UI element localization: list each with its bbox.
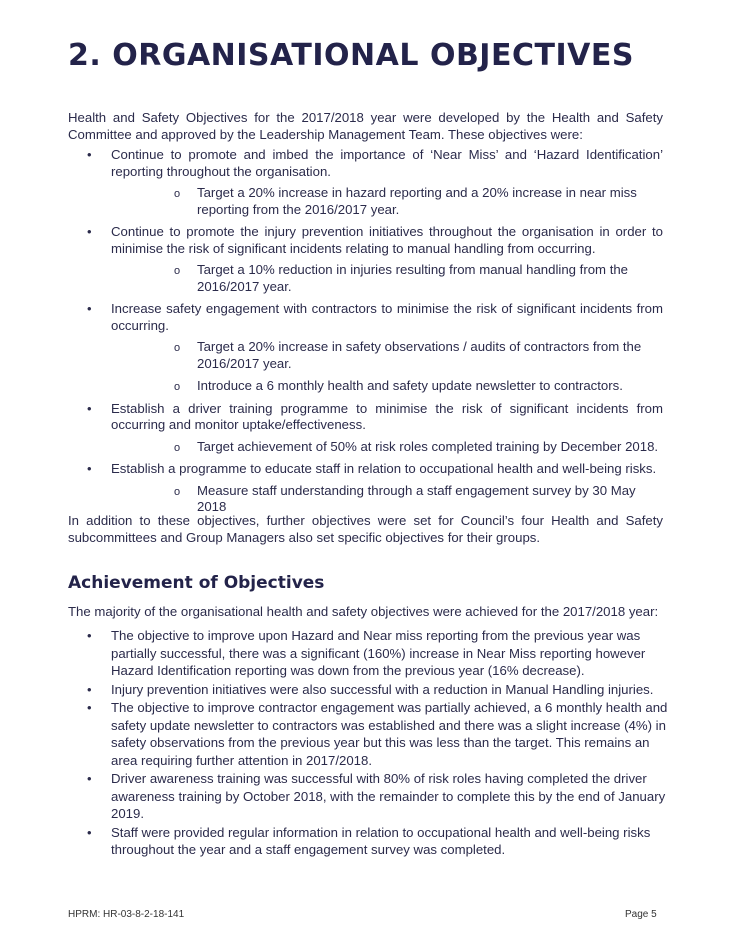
bullet-icon: • [87, 681, 92, 697]
page-number: Page 5 [625, 909, 657, 920]
objective-text: Establish a programme to educate staff in relation to occupational health and well-being risks. [111, 461, 657, 476]
sub-bullet-icon: o [174, 381, 181, 393]
closing-paragraph: In addition to these objectives, further objectives were set for Council’s four Health and Safety subcommittees and Group Managers also set specific objectives for their groups. [68, 513, 663, 545]
target-text: Target a 20% increase in safety observations / audits of contractors from the 2016/2017 year. [197, 339, 642, 371]
target-text: Target a 20% increase in hazard reporting and a 20% increase in near miss reporting from the 2016/2017 year. [197, 185, 637, 217]
achievement-text: The objective to improve upon Hazard and Near miss reporting from the previous year was partially successful, there was a significant (160%) increase in Near Miss reporting however Hazard Identification reporting was down from the previous year (16% decrease). [111, 628, 646, 678]
bullet-icon: • [87, 301, 92, 316]
achievement-item [68, 627, 668, 680]
target-text: Introduce a 6 monthly health and safety update newsletter to contractors. [197, 378, 623, 393]
bullet-icon: • [87, 771, 92, 786]
page-title: 2. ORGANISATIONAL OBJECTIVES [68, 38, 634, 73]
intro-paragraph: Health and Safety Objectives for the 2017/2018 year were developed by the Health and Safety Committee and approved by the Leadership Management Team. These objectives were: [68, 110, 663, 142]
target-text: Target achievement of 50% at risk roles completed training by December 2018. [197, 438, 659, 454]
target-text: Target a 10% reduction in injuries resulting from manual handling from the 2016/2017 year. [197, 262, 629, 294]
objective-item [68, 301, 663, 395]
achievement-item [68, 681, 668, 699]
target-item [111, 339, 663, 372]
bullet-icon: • [87, 700, 92, 715]
sub-bullet-icon: o [174, 485, 181, 498]
target-text: Measure staff understanding through a staff engagement survey by 30 May 2018 [197, 482, 636, 514]
sub-bullet-icon: o [174, 188, 181, 200]
sub-bullet-icon: o [174, 441, 181, 454]
bullet-icon: • [87, 400, 92, 416]
objective-item [68, 461, 663, 516]
achievement-item [68, 770, 668, 823]
document-reference: HPRM: HR-03-8-2-18-141 [68, 909, 185, 920]
sub-bullet-icon: o [174, 342, 181, 354]
objective-item [68, 401, 663, 456]
achievement-list [68, 627, 668, 860]
bullet-icon: • [87, 461, 92, 476]
bullet-icon: • [87, 147, 92, 162]
target-item [111, 439, 663, 456]
objective-text: Continue to promote and imbed the importance of ‘Near Miss’ and ‘Hazard Identification’ reporting throughout the organisation. [111, 147, 663, 179]
achievement-heading: Achievement of Objectives [68, 573, 325, 593]
target-item [111, 185, 663, 218]
achievement-item [68, 824, 668, 859]
achievement-text: Driver awareness training was successful with 80% of risk roles having completed the driver awareness training by October 2018, with the remainder to complete this by the end of January 2019. [111, 771, 666, 821]
objectives-list [68, 147, 663, 522]
sub-bullet-icon: o [174, 265, 181, 277]
achievement-item [68, 699, 668, 769]
target-item [111, 378, 663, 395]
objective-item [68, 224, 663, 295]
achievement-intro: The majority of the organisational health and safety objectives were achieved for the 2017/2018 year: [68, 604, 659, 619]
achievement-text: Injury prevention initiatives were also successful with a reduction in Manual Handling injuries. [111, 681, 654, 697]
target-item [111, 483, 663, 516]
bullet-icon: • [87, 224, 92, 239]
achievement-text: Staff were provided regular information in relation to occupational health and well-being risks throughout the year and a staff engagement survey was completed. [111, 824, 651, 857]
objective-text: Establish a driver training programme to minimise the risk of significant incidents from occurring and monitor uptake/effectiveness. [111, 400, 663, 432]
objective-text: Continue to promote the injury prevention initiatives throughout the organisation in order to minimise the risk of significant incidents relating to manual handling from occurring. [111, 224, 663, 256]
achievement-text: The objective to improve contractor engagement was partially achieved, a 6 monthly health and safety update newsletter to contractors was established and there was a slight increase (4%) in safety observations from the previous year but this was less than the target. This remains an area requiring further attention in 2017/2018. [111, 700, 668, 768]
target-item [111, 262, 663, 295]
bullet-icon: • [87, 628, 92, 643]
objective-text: Increase safety engagement with contractors to minimise the risk of significant incidents from occurring. [111, 301, 663, 333]
objective-item [68, 147, 663, 218]
bullet-icon: • [87, 824, 92, 840]
